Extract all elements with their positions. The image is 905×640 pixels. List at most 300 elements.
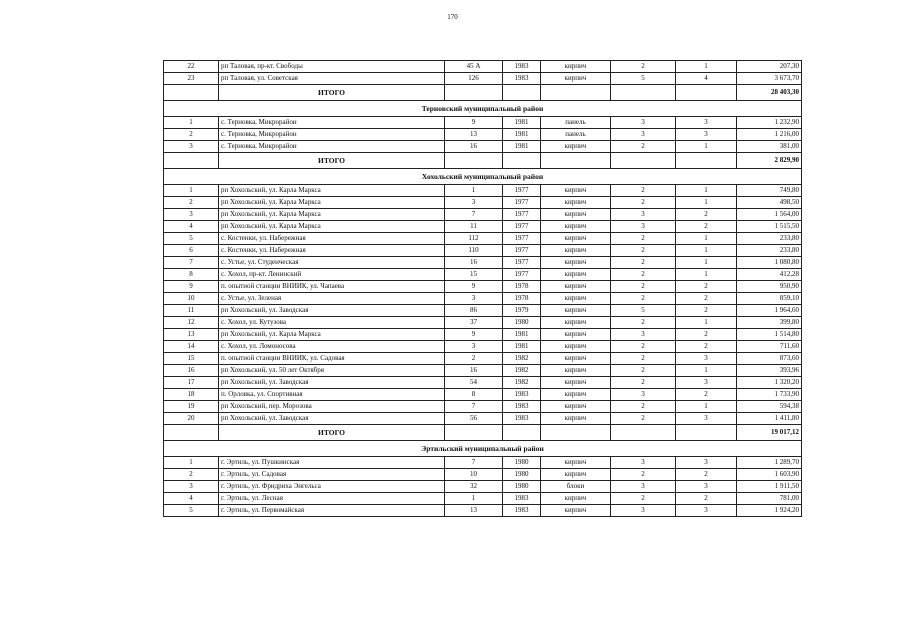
table-row: [164, 245, 802, 257]
row-number: 12: [164, 317, 219, 329]
year-cell: 1981: [503, 117, 541, 129]
empty-cell: [503, 425, 541, 441]
floors-cell: 3: [611, 481, 676, 493]
empty-cell: [676, 425, 737, 441]
address-cell: с. Хохол, ул. Кутузова: [219, 317, 445, 329]
value-cell: 393,96: [737, 365, 802, 377]
material-cell: кирпич: [541, 141, 611, 153]
value-cell: 381,00: [737, 141, 802, 153]
year-cell: 1980: [503, 457, 541, 469]
address-cell: рп Хохольский, ул. 50 лет Октября: [219, 365, 445, 377]
entrances-cell: 3: [676, 377, 737, 389]
year-cell: 1983: [503, 401, 541, 413]
value-cell: 1 232,90: [737, 117, 802, 129]
address-cell: с. Костенки, ул. Набережная: [219, 245, 445, 257]
table-row: [164, 61, 802, 73]
value-cell: 749,80: [737, 185, 802, 197]
table-row: [164, 353, 802, 365]
empty-cell: [445, 153, 503, 169]
value-cell: 1 411,80: [737, 413, 802, 425]
table-row: [164, 377, 802, 389]
floors-cell: 3: [611, 221, 676, 233]
material-cell: кирпич: [541, 293, 611, 305]
house-number-cell: 16: [445, 141, 503, 153]
material-cell: кирпич: [541, 73, 611, 85]
address-cell: рп Хохольский, ул. Заводская: [219, 377, 445, 389]
empty-cell: [541, 153, 611, 169]
section-row: [164, 441, 802, 457]
row-number: 4: [164, 493, 219, 505]
entrances-cell: 3: [676, 505, 737, 517]
row-number: 5: [164, 505, 219, 517]
material-cell: кирпич: [541, 365, 611, 377]
table-row: [164, 221, 802, 233]
address-cell: с. Терновка, Микрорайон: [219, 117, 445, 129]
value-cell: 950,90: [737, 281, 802, 293]
value-cell: 233,80: [737, 245, 802, 257]
table-row: [164, 457, 802, 469]
empty-cell: [503, 85, 541, 101]
value-cell: 1 515,50: [737, 221, 802, 233]
empty-cell: [164, 153, 219, 169]
material-cell: кирпич: [541, 377, 611, 389]
value-cell: 781,00: [737, 493, 802, 505]
row-number: 16: [164, 365, 219, 377]
entrances-cell: 1: [676, 233, 737, 245]
address-cell: рп Хохольский, ул. Заводская: [219, 305, 445, 317]
house-number-cell: 37: [445, 317, 503, 329]
row-number: 6: [164, 245, 219, 257]
entrances-cell: 1: [676, 401, 737, 413]
row-number: 2: [164, 129, 219, 141]
entrances-cell: 1: [676, 185, 737, 197]
row-number: 2: [164, 197, 219, 209]
year-cell: 1977: [503, 233, 541, 245]
table-row: [164, 281, 802, 293]
row-number: 9: [164, 281, 219, 293]
entrances-cell: 2: [676, 469, 737, 481]
material-cell: кирпич: [541, 257, 611, 269]
floors-cell: 3: [611, 209, 676, 221]
material-cell: кирпич: [541, 269, 611, 281]
table-row: [164, 389, 802, 401]
entrances-cell: 2: [676, 305, 737, 317]
table-row: [164, 73, 802, 85]
year-cell: 1978: [503, 281, 541, 293]
entrances-cell: 3: [676, 117, 737, 129]
floors-cell: 2: [611, 245, 676, 257]
year-cell: 1977: [503, 257, 541, 269]
value-cell: 1 216,00: [737, 129, 802, 141]
row-number: 1: [164, 185, 219, 197]
year-cell: 1983: [503, 505, 541, 517]
house-number-cell: 16: [445, 257, 503, 269]
house-number-cell: 7: [445, 401, 503, 413]
material-cell: кирпич: [541, 353, 611, 365]
total-label: ИТОГО: [219, 425, 445, 441]
table-row: [164, 469, 802, 481]
floors-cell: 3: [611, 457, 676, 469]
house-number-cell: 54: [445, 377, 503, 389]
section-title: Хохольский муниципальный район: [164, 169, 802, 185]
year-cell: 1981: [503, 341, 541, 353]
housing-registry-table: [163, 60, 802, 517]
row-number: 3: [164, 141, 219, 153]
value-cell: 412,28: [737, 269, 802, 281]
material-cell: кирпич: [541, 457, 611, 469]
address-cell: рп Хохольский, ул. Карла Маркса: [219, 221, 445, 233]
address-cell: рп Хохольский, ул. Карла Маркса: [219, 197, 445, 209]
row-number: 10: [164, 293, 219, 305]
address-cell: г. Эртиль, ул. Садовая: [219, 469, 445, 481]
floors-cell: 2: [611, 401, 676, 413]
row-number: 11: [164, 305, 219, 317]
row-number: 4: [164, 221, 219, 233]
entrances-cell: 2: [676, 493, 737, 505]
entrances-cell: 2: [676, 389, 737, 401]
value-cell: 1 603,90: [737, 469, 802, 481]
table-row: [164, 185, 802, 197]
address-cell: рп Таловая, пр-кт. Свободы: [219, 61, 445, 73]
year-cell: 1983: [503, 413, 541, 425]
floors-cell: 2: [611, 281, 676, 293]
entrances-cell: 3: [676, 481, 737, 493]
row-number: 1: [164, 457, 219, 469]
address-cell: рп Таловая, ул. Советская: [219, 73, 445, 85]
value-cell: 1 733,90: [737, 389, 802, 401]
table-row: [164, 209, 802, 221]
year-cell: 1983: [503, 389, 541, 401]
house-number-cell: 45 А: [445, 61, 503, 73]
house-number-cell: 13: [445, 505, 503, 517]
entrances-cell: 1: [676, 257, 737, 269]
floors-cell: 2: [611, 185, 676, 197]
table-row: [164, 505, 802, 517]
empty-cell: [503, 153, 541, 169]
value-cell: 1 289,70: [737, 457, 802, 469]
total-row: [164, 85, 802, 101]
floors-cell: 2: [611, 493, 676, 505]
material-cell: кирпич: [541, 401, 611, 413]
house-number-cell: 86: [445, 305, 503, 317]
empty-cell: [164, 85, 219, 101]
address-cell: с. Терновка, Микрорайон: [219, 129, 445, 141]
row-number: 2: [164, 469, 219, 481]
address-cell: п. опытной станции ВНИИК, ул. Садовая: [219, 353, 445, 365]
row-number: 20: [164, 413, 219, 425]
house-number-cell: 16: [445, 365, 503, 377]
material-cell: кирпич: [541, 245, 611, 257]
empty-cell: [611, 153, 676, 169]
address-cell: г. Эртиль, ул. Пушкинская: [219, 457, 445, 469]
address-cell: г. Эртиль, ул. Первомайская: [219, 505, 445, 517]
floors-cell: 2: [611, 317, 676, 329]
floors-cell: 3: [611, 505, 676, 517]
year-cell: 1982: [503, 365, 541, 377]
address-cell: п. Орловка, ул. Спортивная: [219, 389, 445, 401]
material-cell: кирпич: [541, 493, 611, 505]
table-row: [164, 257, 802, 269]
year-cell: 1977: [503, 245, 541, 257]
floors-cell: 2: [611, 233, 676, 245]
year-cell: 1982: [503, 353, 541, 365]
house-number-cell: 9: [445, 281, 503, 293]
table-row: [164, 269, 802, 281]
total-value: 28 403,30: [737, 85, 802, 101]
house-number-cell: 1: [445, 493, 503, 505]
address-cell: рп Хохольский, ул. Карла Маркса: [219, 329, 445, 341]
material-cell: кирпич: [541, 505, 611, 517]
floors-cell: 3: [611, 389, 676, 401]
material-cell: кирпич: [541, 469, 611, 481]
year-cell: 1981: [503, 129, 541, 141]
material-cell: кирпич: [541, 221, 611, 233]
empty-cell: [611, 85, 676, 101]
address-cell: п. опытной станции ВНИИК, ул. Чапаева: [219, 281, 445, 293]
address-cell: с. Терновка, Микрорайон: [219, 141, 445, 153]
value-cell: 3 673,70: [737, 73, 802, 85]
house-number-cell: 13: [445, 129, 503, 141]
entrances-cell: 1: [676, 197, 737, 209]
house-number-cell: 9: [445, 329, 503, 341]
floors-cell: 3: [611, 129, 676, 141]
house-number-cell: 1: [445, 185, 503, 197]
row-number: 18: [164, 389, 219, 401]
floors-cell: 2: [611, 469, 676, 481]
house-number-cell: 9: [445, 117, 503, 129]
house-number-cell: 3: [445, 341, 503, 353]
material-cell: кирпич: [541, 197, 611, 209]
year-cell: 1981: [503, 329, 541, 341]
row-number: 17: [164, 377, 219, 389]
year-cell: 1983: [503, 73, 541, 85]
total-row: [164, 425, 802, 441]
entrances-cell: 2: [676, 293, 737, 305]
material-cell: кирпич: [541, 305, 611, 317]
year-cell: 1977: [503, 197, 541, 209]
table-row: [164, 129, 802, 141]
material-cell: кирпич: [541, 329, 611, 341]
value-cell: 1 080,80: [737, 257, 802, 269]
row-number: 19: [164, 401, 219, 413]
value-cell: 1 911,50: [737, 481, 802, 493]
floors-cell: 2: [611, 413, 676, 425]
row-number: 5: [164, 233, 219, 245]
entrances-cell: 2: [676, 341, 737, 353]
floors-cell: 2: [611, 269, 676, 281]
house-number-cell: 32: [445, 481, 503, 493]
entrances-cell: 1: [676, 245, 737, 257]
table-body: [164, 61, 802, 517]
address-cell: с. Костенки, ул. Набережная: [219, 233, 445, 245]
value-cell: 711,60: [737, 341, 802, 353]
section-title: Эртильский муниципальный район: [164, 441, 802, 457]
floors-cell: 5: [611, 73, 676, 85]
house-number-cell: 7: [445, 457, 503, 469]
entrances-cell: 2: [676, 209, 737, 221]
house-number-cell: 15: [445, 269, 503, 281]
row-number: 1: [164, 117, 219, 129]
house-number-cell: 11: [445, 221, 503, 233]
house-number-cell: 112: [445, 233, 503, 245]
row-number: 15: [164, 353, 219, 365]
floors-cell: 2: [611, 293, 676, 305]
year-cell: 1980: [503, 481, 541, 493]
floors-cell: 2: [611, 257, 676, 269]
address-cell: г. Эртиль, ул. Лесная: [219, 493, 445, 505]
floors-cell: 2: [611, 141, 676, 153]
value-cell: 498,50: [737, 197, 802, 209]
entrances-cell: 3: [676, 129, 737, 141]
value-cell: 1 964,60: [737, 305, 802, 317]
table-row: [164, 233, 802, 245]
value-cell: 233,80: [737, 233, 802, 245]
address-cell: рп Хохольский, ул. Заводская: [219, 413, 445, 425]
floors-cell: 3: [611, 117, 676, 129]
value-cell: 1 514,80: [737, 329, 802, 341]
row-number: 7: [164, 257, 219, 269]
value-cell: 399,80: [737, 317, 802, 329]
material-cell: кирпич: [541, 317, 611, 329]
house-number-cell: 7: [445, 209, 503, 221]
year-cell: 1982: [503, 377, 541, 389]
year-cell: 1979: [503, 305, 541, 317]
floors-cell: 2: [611, 353, 676, 365]
entrances-cell: 3: [676, 457, 737, 469]
value-cell: 1 320,20: [737, 377, 802, 389]
row-number: 3: [164, 481, 219, 493]
year-cell: 1980: [503, 469, 541, 481]
table-row: [164, 117, 802, 129]
row-number: 8: [164, 269, 219, 281]
value-cell: 1 564,00: [737, 209, 802, 221]
material-cell: панель: [541, 117, 611, 129]
table-row: [164, 341, 802, 353]
table-row: [164, 401, 802, 413]
value-cell: 1 924,20: [737, 505, 802, 517]
table-row: [164, 197, 802, 209]
year-cell: 1981: [503, 141, 541, 153]
entrances-cell: 1: [676, 317, 737, 329]
section-title: Терновский муниципальный район: [164, 101, 802, 117]
address-cell: г. Эртиль, ул. Фридриха Энгельса: [219, 481, 445, 493]
entrances-cell: 3: [676, 353, 737, 365]
house-number-cell: 8: [445, 389, 503, 401]
floors-cell: 3: [611, 329, 676, 341]
year-cell: 1978: [503, 293, 541, 305]
material-cell: кирпич: [541, 185, 611, 197]
floors-cell: 2: [611, 341, 676, 353]
entrances-cell: 4: [676, 73, 737, 85]
empty-cell: [445, 425, 503, 441]
year-cell: 1983: [503, 493, 541, 505]
table-row: [164, 413, 802, 425]
table-row: [164, 305, 802, 317]
year-cell: 1977: [503, 269, 541, 281]
year-cell: 1977: [503, 185, 541, 197]
entrances-cell: 2: [676, 281, 737, 293]
row-number: 14: [164, 341, 219, 353]
material-cell: кирпич: [541, 281, 611, 293]
value-cell: 207,30: [737, 61, 802, 73]
address-cell: с. Хохол, ул. Ломоносова: [219, 341, 445, 353]
house-number-cell: 126: [445, 73, 503, 85]
entrances-cell: 1: [676, 61, 737, 73]
table-row: [164, 329, 802, 341]
house-number-cell: 3: [445, 197, 503, 209]
address-cell: рп Хохольский, ул. Карла Маркса: [219, 185, 445, 197]
empty-cell: [541, 85, 611, 101]
address-cell: с. Устье, ул. Зеленая: [219, 293, 445, 305]
material-cell: кирпич: [541, 61, 611, 73]
house-number-cell: 10: [445, 469, 503, 481]
floors-cell: 2: [611, 377, 676, 389]
house-number-cell: 56: [445, 413, 503, 425]
empty-cell: [676, 153, 737, 169]
total-value: 2 829,90: [737, 153, 802, 169]
value-cell: 859,10: [737, 293, 802, 305]
row-number: 22: [164, 61, 219, 73]
house-number-cell: 3: [445, 293, 503, 305]
table-row: [164, 293, 802, 305]
total-label: ИТОГО: [219, 85, 445, 101]
value-cell: 873,60: [737, 353, 802, 365]
table-row: [164, 493, 802, 505]
address-cell: с. Хохол, пр-кт. Ленинский: [219, 269, 445, 281]
material-cell: кирпич: [541, 341, 611, 353]
entrances-cell: 2: [676, 221, 737, 233]
entrances-cell: 1: [676, 269, 737, 281]
material-cell: кирпич: [541, 209, 611, 221]
entrances-cell: 1: [676, 141, 737, 153]
address-cell: рп Хохольский, ул. Карла Маркса: [219, 209, 445, 221]
material-cell: кирпич: [541, 233, 611, 245]
section-row: [164, 169, 802, 185]
material-cell: кирпич: [541, 413, 611, 425]
empty-cell: [611, 425, 676, 441]
section-row: [164, 101, 802, 117]
total-row: [164, 153, 802, 169]
entrances-cell: 2: [676, 329, 737, 341]
year-cell: 1977: [503, 221, 541, 233]
floors-cell: 2: [611, 61, 676, 73]
year-cell: 1977: [503, 209, 541, 221]
row-number: 23: [164, 73, 219, 85]
house-number-cell: 110: [445, 245, 503, 257]
year-cell: 1980: [503, 317, 541, 329]
address-cell: с. Устье, ул. Студенческая: [219, 257, 445, 269]
empty-cell: [676, 85, 737, 101]
page-number: 170: [447, 13, 458, 21]
floors-cell: 5: [611, 305, 676, 317]
material-cell: кирпич: [541, 389, 611, 401]
material-cell: блоки: [541, 481, 611, 493]
table-row: [164, 317, 802, 329]
value-cell: 594,38: [737, 401, 802, 413]
row-number: 3: [164, 209, 219, 221]
table-row: [164, 365, 802, 377]
empty-cell: [541, 425, 611, 441]
entrances-cell: 3: [676, 413, 737, 425]
table-row: [164, 481, 802, 493]
table-row: [164, 141, 802, 153]
floors-cell: 2: [611, 365, 676, 377]
empty-cell: [164, 425, 219, 441]
total-label: ИТОГО: [219, 153, 445, 169]
floors-cell: 2: [611, 197, 676, 209]
entrances-cell: 1: [676, 365, 737, 377]
material-cell: панель: [541, 129, 611, 141]
